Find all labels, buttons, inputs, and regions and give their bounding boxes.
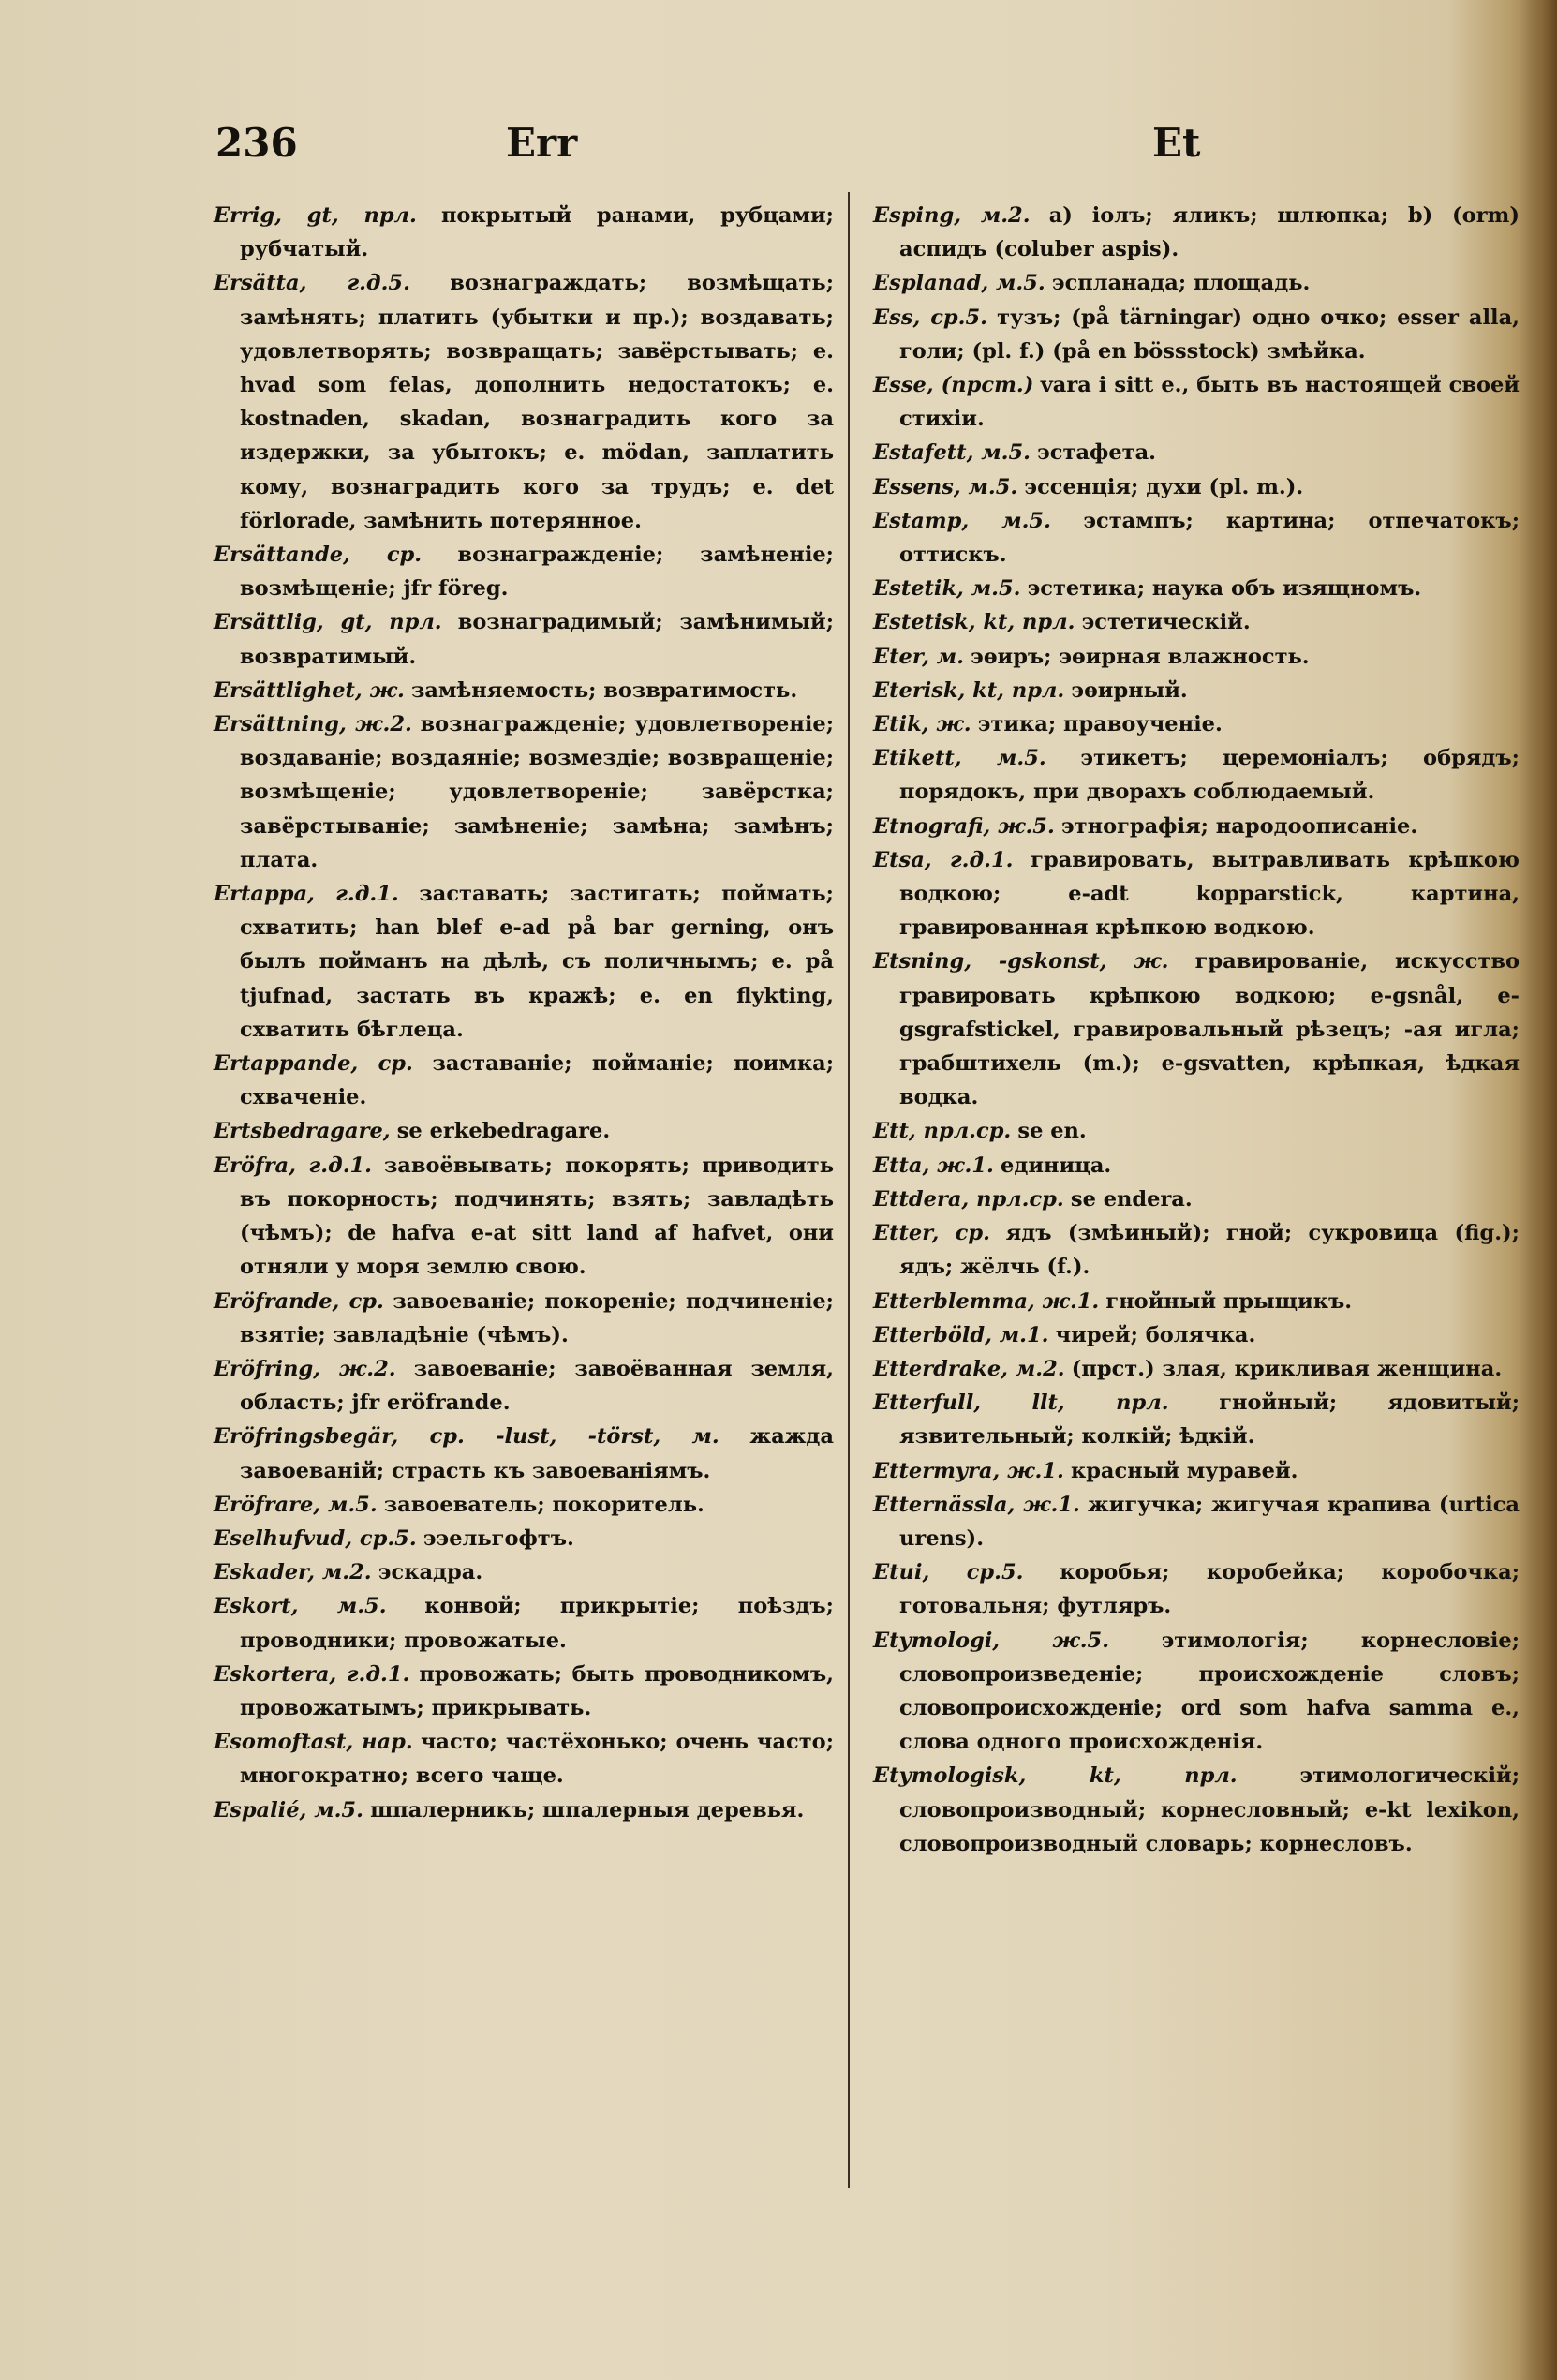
entry-definition: этнографія; народоописаніе. <box>1060 813 1418 839</box>
right-column <box>873 199 1520 1861</box>
entry-definition: гравированіе, искусство гравировать крѣпкою водкою; e-gsnål, e-gsgrafstickel, гравировальный рѣзецъ; -ая игла; грабштихель (m.); e-gsvatten, крѣпкая, ѣдкая водка. <box>899 949 1520 1110</box>
entry-definition: эспланада; площадь. <box>1051 271 1311 296</box>
entry-headword: Etta, ж.1. <box>873 1153 994 1178</box>
entry-headword: Eterisk, kt, прл. <box>873 677 1065 703</box>
dictionary-entry <box>873 266 1520 300</box>
dictionary-entry <box>873 1555 1520 1623</box>
dictionary-entry <box>214 707 834 877</box>
entry-headword: Etui, ср.5. <box>873 1560 1024 1585</box>
entry-definition: гравировать, вытравливать крѣпкою водкою; e-adt kopparstick, картина, гравированная крѣпкою водкою. <box>899 847 1520 941</box>
entry-headword: Etterfull, llt, прл. <box>873 1391 1169 1416</box>
entry-definition: вознаградимый; замѣнимый; возвратимый. <box>240 610 834 669</box>
entry-definition: эстампъ; картина; отпечатокъ; оттискъ. <box>899 508 1520 568</box>
entry-definition: коробья; коробейка; коробочка; готовальня; футляръ. <box>899 1560 1520 1619</box>
page-edge-shadow <box>1520 0 1557 2380</box>
entry-headword: Ertappande, ср. <box>214 1051 413 1077</box>
dictionary-entry <box>873 368 1520 436</box>
entry-definition: эстетика; наука объ изящномъ. <box>1027 576 1422 602</box>
dictionary-entry <box>873 1318 1520 1352</box>
entry-headword: Ettdera, прл.ср. <box>873 1186 1064 1212</box>
dictionary-entry <box>873 945 1520 1114</box>
entry-headword: Ersättlighet, ж. <box>214 677 405 703</box>
entry-headword: Etnografi, ж.5. <box>873 813 1055 839</box>
entry-definition: покрытый ранами, рубцами; рубчатый. <box>240 203 834 262</box>
entry-headword: Ersättande, ср. <box>214 543 423 568</box>
entry-headword: Eröfring, ж.2. <box>214 1356 396 1381</box>
entry-headword: Etterböld, м.1. <box>873 1322 1049 1347</box>
dictionary-entry <box>214 266 834 538</box>
entry-headword: Esplanad, м.5. <box>873 271 1045 296</box>
entry-headword: Eröfrande, ср. <box>214 1288 384 1314</box>
entry-headword: Ertappa, г.д.1. <box>214 882 399 907</box>
entry-headword: Estetisk, kt, прл. <box>873 610 1075 635</box>
entry-definition: se en. <box>1017 1119 1087 1144</box>
entry-definition: гнойный прыщикъ. <box>1105 1288 1353 1314</box>
entry-headword: Eskort, м.5. <box>214 1594 387 1619</box>
entry-definition: завоеваніе; покореніе; подчиненіе; взятіе; завладѣніе (чѣмъ). <box>240 1288 834 1347</box>
entry-definition: завоеваніе; завоёванная земля, область; jfr eröfrande. <box>240 1356 834 1416</box>
entry-headword: Ettermyra, ж.1. <box>873 1458 1064 1483</box>
dictionary-entry <box>873 470 1520 504</box>
left-column <box>214 199 834 1827</box>
dictionary-entry <box>873 640 1520 674</box>
entry-headword: Esping, м.2. <box>873 203 1031 228</box>
dictionary-entry <box>873 504 1520 572</box>
entry-headword: Estamp, м.5. <box>873 508 1051 533</box>
dictionary-entry <box>214 1114 834 1148</box>
entry-definition: завоеватель; покоритель. <box>383 1492 704 1517</box>
entry-headword: Etymologi, ж.5. <box>873 1628 1110 1653</box>
entry-headword: Estafett, м.5. <box>873 440 1031 466</box>
entry-definition: эѳирный. <box>1071 677 1188 703</box>
entry-headword: Etikett, м.5. <box>873 746 1046 771</box>
entry-definition: ядъ (змѣиный); гной; сукровица (fig.); ядъ; жёлчь (f.). <box>899 1221 1520 1280</box>
dictionary-entry <box>214 1522 834 1555</box>
entry-definition: эскадра. <box>378 1560 483 1585</box>
entry-definition: a) іолъ; яликъ; шлюпка; b) (orm) аспидъ (coluber aspis). <box>899 203 1520 262</box>
entry-definition: завоёвывать; покорять; приводить въ покорность; подчинять; взять; завладѣть (чѣмъ); de hafva e-at sitt land af hafvet, они отняли у моря землю свою. <box>240 1153 834 1280</box>
dictionary-entry <box>873 199 1520 266</box>
dictionary-entry <box>873 572 1520 605</box>
dictionary-entry <box>873 1285 1520 1318</box>
dictionary-entry <box>214 1285 834 1352</box>
entry-definition: эѳиръ; эѳирная влажность. <box>971 644 1310 669</box>
entry-headword: Eröfrare, м.5. <box>214 1492 378 1517</box>
dictionary-entry <box>873 1149 1520 1183</box>
entry-definition: часто; частёхонько; очень часто; многократно; всего чаще. <box>240 1730 834 1789</box>
entry-definition: чирей; болячка. <box>1055 1322 1256 1347</box>
entry-headword: Eröfringsbegär, ср. -lust, -törst, м. <box>214 1424 719 1450</box>
dictionary-entry <box>214 1658 834 1725</box>
entry-definition: вознагражденіе; замѣненіе; возмѣщеніе; jfr föreg. <box>240 543 834 602</box>
dictionary-entry <box>873 301 1520 368</box>
entry-headword: Esse, (прст.) <box>873 373 1034 398</box>
entry-headword: Errig, gt, прл. <box>214 203 417 228</box>
entry-definition: se erkebedragare. <box>396 1119 611 1144</box>
entry-headword: Espalié, м.5. <box>214 1797 363 1822</box>
entry-definition: эссенція; духи (pl. m.). <box>1024 474 1304 499</box>
entry-definition: единица. <box>1001 1153 1112 1178</box>
entry-headword: Eröfra, г.д.1. <box>214 1153 373 1178</box>
left-guide-word: Err <box>506 120 578 166</box>
dictionary-entry <box>214 605 834 673</box>
entry-headword: Ersättning, ж.2. <box>214 712 412 737</box>
dictionary-entry <box>214 199 834 266</box>
dictionary-entry <box>873 436 1520 469</box>
entry-headword: Estetik, м.5. <box>873 576 1021 602</box>
entry-headword: Ersättlig, gt, прл. <box>214 610 442 635</box>
entry-headword: Eter, м. <box>873 644 964 669</box>
dictionary-entry <box>873 741 1520 809</box>
entry-headword: Etternässla, ж.1. <box>873 1492 1080 1517</box>
entry-definition: эстетическій. <box>1081 610 1251 635</box>
dictionary-entry <box>214 1047 834 1114</box>
entry-headword: Ett, прл.ср. <box>873 1119 1012 1144</box>
dictionary-entry <box>214 1589 834 1657</box>
dictionary-entry <box>214 1555 834 1589</box>
entry-headword: Etymologisk, kt, прл. <box>873 1763 1238 1789</box>
entry-definition: этика; правоученіе. <box>977 712 1223 737</box>
entry-headword: Etik, ж. <box>873 712 971 737</box>
entry-definition: заставать; застигать; поймать; схватить; han blef e-ad på bar gerning, онъ былъ пойманъ на дѣлѣ, съ поличнымъ; e. på tjufnad, застать въ кражѣ; e. en flykting, схватить бѣглеца. <box>240 882 834 1042</box>
entry-headword: Etterblemma, ж.1. <box>873 1288 1100 1314</box>
page-number: 236 <box>215 120 298 166</box>
entry-definition: этимологическій; словопроизводный; корнесловный; e-kt lexikon, словопроизводный словарь; корнесловъ. <box>899 1763 1520 1856</box>
entry-definition: вознаграждать; возмѣщать; замѣнять; платить (убытки и пр.); воздавать; удовлетворять; возвращать; завёрстывать; e. hvad som felas, дополнить недостатокъ; e. kostnaden, skadan, вознаградить кого за издержки, за убытокъ; e. mödan, заплатить кому, вознаградить кого за трудъ; e. det förlorade, замѣнить потерянное. <box>240 271 834 533</box>
entry-definition: шпалерникъ; шпалерныя деревья. <box>370 1797 805 1822</box>
dictionary-entry <box>873 1386 1520 1453</box>
dictionary-entry <box>214 1725 834 1792</box>
dictionary-entry <box>214 538 834 605</box>
dictionary-entry <box>873 674 1520 707</box>
entry-headword: Etterdrake, м.2. <box>873 1356 1065 1381</box>
entry-definition: ээельгофтъ. <box>423 1525 574 1551</box>
dictionary-entry <box>873 1216 1520 1284</box>
entry-headword: Etsning, -gskonst, ж. <box>873 949 1169 974</box>
dictionary-entry <box>873 605 1520 639</box>
dictionary-entry <box>873 1183 1520 1216</box>
dictionary-entry <box>873 1114 1520 1148</box>
entry-headword: Ertsbedragare, <box>214 1119 391 1144</box>
dictionary-entry <box>214 1149 834 1285</box>
entry-definition: жигучка; жигучая крапива (urtica urens). <box>899 1492 1520 1551</box>
dictionary-entry <box>873 1488 1520 1555</box>
right-guide-word: Et <box>1152 120 1201 166</box>
dictionary-entry <box>214 1420 834 1487</box>
entry-definition: этимологія; корнесловіе; словопроизведеніе; происхожденіе словъ; словопроисхожденіе; ord som hafva samma e., слова одного происхожденія. <box>899 1628 1520 1755</box>
dictionary-entry <box>873 1352 1520 1386</box>
entry-definition: эстафета. <box>1037 440 1156 466</box>
entry-headword: Etsa, г.д.1. <box>873 847 1014 872</box>
entry-definition: конвой; прикрытіе; поѣздъ; проводники; провожатые. <box>240 1594 834 1653</box>
entry-definition: vara i sitt e., быть въ настоящей своей стихіи. <box>899 373 1520 432</box>
entry-headword: Etter, ср. <box>873 1221 990 1246</box>
dictionary-entry <box>873 1624 1520 1760</box>
entry-definition: гнойный; ядовитый; язвительный; колкій; ѣдкій. <box>899 1391 1520 1450</box>
dictionary-entry <box>873 810 1520 843</box>
entry-definition: se endera. <box>1070 1186 1193 1212</box>
entry-definition: тузъ; (på tärningar) одно очко; esser alla, голи; (pl. f.) (på en bössstock) змѣйка. <box>899 305 1520 364</box>
dictionary-entry <box>873 707 1520 741</box>
column-divider <box>848 192 850 2188</box>
dictionary-entry <box>214 1793 834 1827</box>
entry-headword: Esomoftast, нар. <box>214 1730 413 1755</box>
entry-definition: провожать; быть проводникомъ, провожатымъ; прикрывать. <box>240 1661 834 1720</box>
entry-headword: Essens, м.5. <box>873 474 1018 499</box>
entry-definition: заставаніе; пойманіе; поимка; схваченіе. <box>240 1051 835 1110</box>
dictionary-entry <box>214 877 834 1047</box>
entry-definition: этикетъ; церемоніалъ; обрядъ; порядокъ, при дворахъ соблюдаемый. <box>899 746 1520 805</box>
entry-headword: Eskortera, г.д.1. <box>214 1661 410 1687</box>
running-header <box>215 120 1508 176</box>
entry-headword: Eselhufvud, ср.5. <box>214 1525 417 1551</box>
entry-definition: жажда завоеваній; страсть къ завоеваніямъ. <box>240 1424 834 1483</box>
dictionary-entry <box>873 1759 1520 1861</box>
dictionary-entry <box>873 1454 1520 1488</box>
entry-definition: замѣняемость; возвратимость. <box>410 677 798 703</box>
entry-definition: вознагражденіе; удовлетвореніе; воздаваніе; воздаяніе; возмездіе; возвращеніе; возмѣщеніе; удовлетвореніе; завёрстка; завёрстываніе; замѣненіе; замѣна; замѣнъ; плата. <box>240 712 835 872</box>
entry-headword: Eskader, м.2. <box>214 1560 372 1585</box>
entry-headword: Ess, ср.5. <box>873 305 987 330</box>
dictionary-entry <box>214 1352 834 1420</box>
dictionary-entry <box>214 674 834 707</box>
dictionary-entry <box>214 1488 834 1522</box>
entry-definition: красный муравей. <box>1070 1458 1298 1483</box>
dictionary-entry <box>873 843 1520 945</box>
entry-definition: (прст.) злая, крикливая женщина. <box>1071 1356 1503 1381</box>
entry-headword: Ersätta, г.д.5. <box>214 271 410 296</box>
